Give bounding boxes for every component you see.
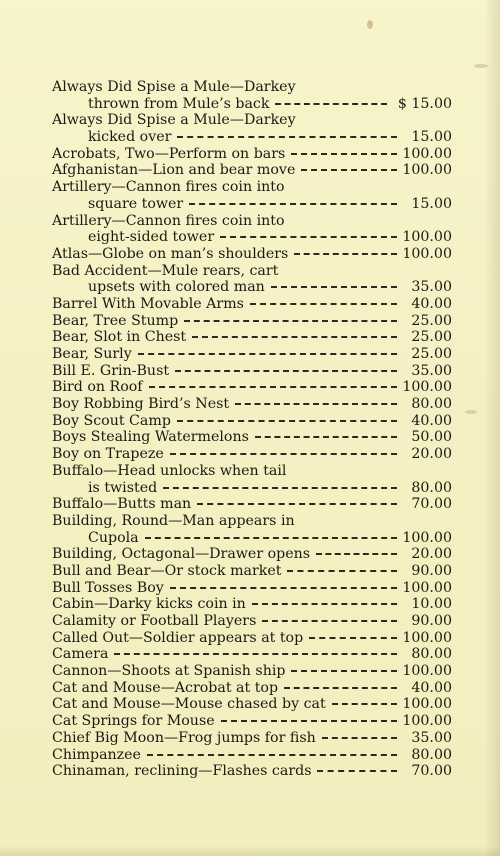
dotted-leader bbox=[287, 568, 397, 572]
item-description: Chief Big Moon—Frog jumps for fish bbox=[52, 729, 316, 746]
entry-first-line bbox=[52, 213, 452, 230]
item-price: 90.00 bbox=[411, 562, 452, 579]
item-price: 70.00 bbox=[411, 496, 452, 513]
price-list-entry bbox=[52, 680, 452, 697]
entry-continuation-line bbox=[52, 480, 452, 497]
price-list-entry bbox=[52, 413, 452, 430]
item-description: Bird on Roof bbox=[52, 379, 143, 396]
entry-first-line bbox=[52, 763, 452, 780]
item-description: Always Did Spise a Mule—Darkey bbox=[52, 112, 296, 129]
dotted-leader bbox=[262, 618, 397, 622]
price-list-entry bbox=[52, 146, 452, 163]
price-list-entry bbox=[52, 713, 452, 730]
dotted-leader bbox=[177, 418, 397, 422]
entry-first-line bbox=[52, 713, 452, 730]
entry-first-line bbox=[52, 446, 452, 463]
price-list-entry bbox=[52, 396, 452, 413]
entry-first-line bbox=[52, 680, 452, 697]
dotted-leader bbox=[114, 651, 397, 655]
entry-first-line bbox=[52, 413, 452, 430]
item-description: Artillery—Cannon fires coin into bbox=[52, 212, 285, 229]
paper-stain bbox=[474, 64, 488, 68]
item-description: Cat Springs for Mouse bbox=[52, 713, 215, 730]
item-price: 70.00 bbox=[411, 763, 452, 780]
price-list bbox=[52, 79, 452, 780]
dotted-leader bbox=[197, 501, 397, 505]
price-list-entry bbox=[52, 446, 452, 463]
item-price: 100.00 bbox=[402, 579, 452, 596]
dotted-leader bbox=[192, 334, 397, 338]
item-description: Always Did Spise a Mule—Darkey bbox=[52, 79, 296, 95]
item-description: kicked over bbox=[88, 129, 172, 146]
page-edge-shadow bbox=[484, 0, 500, 856]
price-list-entry bbox=[52, 296, 452, 313]
item-description: Chimpanzee bbox=[52, 746, 141, 763]
item-price: 80.00 bbox=[411, 396, 452, 413]
price-list-entry bbox=[52, 213, 452, 246]
price-list-entry bbox=[52, 513, 452, 546]
entry-first-line bbox=[52, 463, 452, 480]
entry-first-line bbox=[52, 263, 452, 280]
dotted-leader bbox=[317, 768, 397, 772]
entry-first-line bbox=[52, 630, 452, 647]
dotted-leader bbox=[332, 701, 397, 705]
item-price: 10.00 bbox=[411, 596, 452, 613]
price-list-entry bbox=[52, 563, 452, 580]
entry-first-line bbox=[52, 596, 452, 613]
price-list-entry bbox=[52, 429, 452, 446]
item-description: Bill E. Grin-Bust bbox=[52, 362, 170, 379]
dotted-leader bbox=[220, 234, 397, 238]
item-description: Cupola bbox=[88, 529, 139, 546]
item-price: 100.00 bbox=[402, 713, 452, 730]
item-description: Cat and Mouse—Acrobat at top bbox=[52, 679, 279, 696]
item-price: 100.00 bbox=[402, 229, 452, 246]
price-list-entry bbox=[52, 79, 452, 112]
item-price: 100.00 bbox=[402, 696, 452, 713]
entry-first-line bbox=[52, 546, 452, 563]
item-price: 20.00 bbox=[411, 546, 452, 563]
paper-stain bbox=[367, 20, 373, 29]
item-description: Cannon—Shoots at Spanish ship bbox=[52, 663, 286, 680]
entry-first-line bbox=[52, 379, 452, 396]
item-price: 80.00 bbox=[411, 646, 452, 663]
item-price: 35.00 bbox=[411, 362, 452, 379]
price-list-entry bbox=[52, 546, 452, 563]
item-price: 25.00 bbox=[411, 346, 452, 362]
entry-first-line bbox=[52, 146, 452, 163]
dotted-leader bbox=[316, 551, 397, 555]
price-list-entry bbox=[52, 179, 452, 212]
dotted-leader bbox=[291, 151, 397, 155]
item-description: Afghanistan—Lion and bear move bbox=[52, 162, 296, 179]
item-price: 20.00 bbox=[411, 446, 452, 463]
entry-continuation-line bbox=[52, 530, 452, 547]
item-description: Called Out—Soldier appears at top bbox=[52, 629, 304, 646]
entry-first-line bbox=[52, 396, 452, 413]
item-description: Bear, Surly bbox=[52, 346, 132, 362]
dotted-leader bbox=[177, 134, 397, 138]
entry-first-line bbox=[52, 162, 452, 179]
entry-first-line bbox=[52, 747, 452, 764]
entry-first-line bbox=[52, 246, 452, 263]
price-list-entry bbox=[52, 580, 452, 597]
dotted-leader bbox=[235, 401, 397, 405]
page-bottom-shadow bbox=[0, 846, 500, 856]
price-list-entry bbox=[52, 630, 452, 647]
dotted-leader bbox=[309, 635, 397, 639]
entry-first-line bbox=[52, 112, 452, 129]
entry-first-line bbox=[52, 296, 452, 313]
item-description: square tower bbox=[88, 195, 184, 212]
item-description: Bull Tosses Boy bbox=[52, 579, 164, 596]
item-description: Acrobats, Two—Perform on bars bbox=[52, 145, 286, 162]
item-description: Barrel With Movable Arms bbox=[52, 295, 244, 312]
item-price: 35.00 bbox=[411, 729, 452, 746]
item-description: is twisted bbox=[88, 479, 158, 496]
item-description: Building, Octagonal—Drawer opens bbox=[52, 546, 311, 563]
entry-first-line bbox=[52, 696, 452, 713]
item-price: 100.00 bbox=[402, 529, 452, 546]
price-list-entry bbox=[52, 496, 452, 513]
item-price: 35.00 bbox=[411, 279, 452, 296]
item-description: Buffalo—Butts man bbox=[52, 496, 192, 513]
entry-continuation-line bbox=[52, 196, 452, 213]
item-description: Cabin—Darky kicks coin in bbox=[52, 596, 246, 613]
dotted-leader bbox=[138, 351, 397, 355]
item-price: 15.00 bbox=[411, 195, 452, 212]
dotted-leader bbox=[252, 601, 397, 605]
item-description: Boy Scout Camp bbox=[52, 412, 171, 429]
price-list-entry bbox=[52, 246, 452, 263]
item-description: Calamity or Football Players bbox=[52, 613, 257, 629]
dotted-leader bbox=[147, 752, 397, 756]
dotted-leader bbox=[175, 368, 397, 372]
item-description: Chinaman, reclining—Flashes cards bbox=[52, 763, 312, 780]
item-description: Building, Round—Man appears in bbox=[52, 512, 295, 529]
dotted-leader bbox=[170, 451, 397, 455]
price-list-entry bbox=[52, 329, 452, 346]
item-description: Artillery—Cannon fires coin into bbox=[52, 179, 285, 196]
dotted-leader bbox=[291, 668, 397, 672]
item-price: 40.00 bbox=[411, 412, 452, 429]
dotted-leader bbox=[322, 735, 397, 739]
entry-first-line bbox=[52, 496, 452, 513]
dotted-leader bbox=[221, 718, 397, 722]
entry-first-line bbox=[52, 329, 452, 346]
item-price: 80.00 bbox=[411, 746, 452, 763]
price-list-entry bbox=[52, 696, 452, 713]
dotted-leader bbox=[145, 535, 397, 539]
entry-continuation-line bbox=[52, 129, 452, 146]
dotted-leader bbox=[184, 318, 397, 322]
item-description: Bear, Slot in Chest bbox=[52, 329, 187, 346]
price-list-entry bbox=[52, 379, 452, 396]
item-price: 15.00 bbox=[411, 129, 452, 146]
dotted-leader bbox=[284, 685, 397, 689]
item-description: upsets with colored man bbox=[88, 279, 265, 296]
entry-first-line bbox=[52, 663, 452, 680]
dotted-leader bbox=[170, 585, 397, 589]
price-list-entry bbox=[52, 463, 452, 496]
price-list-entry bbox=[52, 747, 452, 764]
price-list-entry bbox=[52, 313, 452, 330]
price-list-entry bbox=[52, 646, 452, 663]
dotted-leader bbox=[301, 167, 397, 171]
item-price: 90.00 bbox=[411, 613, 452, 629]
entry-first-line bbox=[52, 313, 452, 330]
price-list-entry bbox=[52, 730, 452, 747]
entry-first-line bbox=[52, 646, 452, 663]
dotted-leader bbox=[189, 201, 397, 205]
price-list-entry bbox=[52, 596, 452, 613]
item-price: 25.00 bbox=[411, 329, 452, 346]
item-price: 80.00 bbox=[411, 479, 452, 496]
item-price: 100.00 bbox=[402, 245, 452, 262]
price-list-entry bbox=[52, 763, 452, 780]
item-description: Boys Stealing Watermelons bbox=[52, 429, 249, 446]
item-description: Boy on Trapeze bbox=[52, 446, 164, 463]
dotted-leader bbox=[275, 101, 387, 105]
price-list-entry bbox=[52, 346, 452, 363]
dotted-leader bbox=[250, 301, 397, 305]
item-price: 40.00 bbox=[411, 679, 452, 696]
entry-continuation-line bbox=[52, 229, 452, 246]
entry-first-line bbox=[52, 580, 452, 597]
entry-first-line bbox=[52, 513, 452, 530]
item-price: 100.00 bbox=[402, 629, 452, 646]
item-price: $ 15.00 bbox=[397, 95, 452, 112]
entry-first-line bbox=[52, 363, 452, 380]
item-description: Camera bbox=[52, 646, 109, 663]
price-list-entry bbox=[52, 263, 452, 296]
price-list-entry bbox=[52, 363, 452, 380]
dotted-leader bbox=[271, 284, 397, 288]
item-description: Cat and Mouse—Mouse chased by cat bbox=[52, 696, 326, 713]
item-description: thrown from Mule’s back bbox=[88, 95, 270, 112]
price-list-entry bbox=[52, 613, 452, 630]
paper-stain bbox=[465, 410, 477, 414]
entry-first-line bbox=[52, 730, 452, 747]
item-price: 25.00 bbox=[411, 312, 452, 329]
item-description: Buffalo—Head unlocks when tail bbox=[52, 462, 287, 479]
dotted-leader bbox=[255, 434, 397, 438]
entry-first-line bbox=[52, 179, 452, 196]
entry-first-line bbox=[52, 79, 452, 96]
price-list-entry bbox=[52, 162, 452, 179]
item-description: Boy Robbing Bird’s Nest bbox=[52, 396, 230, 413]
item-description: Bear, Tree Stump bbox=[52, 312, 179, 329]
item-price: 100.00 bbox=[402, 663, 452, 680]
dotted-leader bbox=[163, 485, 397, 489]
item-price: 100.00 bbox=[402, 145, 452, 162]
entry-continuation-line bbox=[52, 96, 452, 113]
item-description: Bull and Bear—Or stock market bbox=[52, 562, 282, 579]
price-list-entry bbox=[52, 112, 452, 145]
item-description: Bad Accident—Mule rears, cart bbox=[52, 262, 279, 279]
entry-continuation-line bbox=[52, 279, 452, 296]
item-price: 100.00 bbox=[402, 379, 452, 396]
item-price: 100.00 bbox=[402, 162, 452, 179]
item-price: 50.00 bbox=[411, 429, 452, 446]
dotted-leader bbox=[294, 251, 397, 255]
item-description: Atlas—Globe on man’s shoulders bbox=[52, 245, 289, 262]
item-description: eight-sided tower bbox=[88, 229, 215, 246]
entry-first-line bbox=[52, 429, 452, 446]
entry-first-line bbox=[52, 563, 452, 580]
price-list-entry bbox=[52, 663, 452, 680]
dotted-leader bbox=[149, 384, 397, 388]
item-price: 40.00 bbox=[411, 295, 452, 312]
entry-first-line bbox=[52, 346, 452, 363]
entry-first-line bbox=[52, 613, 452, 630]
